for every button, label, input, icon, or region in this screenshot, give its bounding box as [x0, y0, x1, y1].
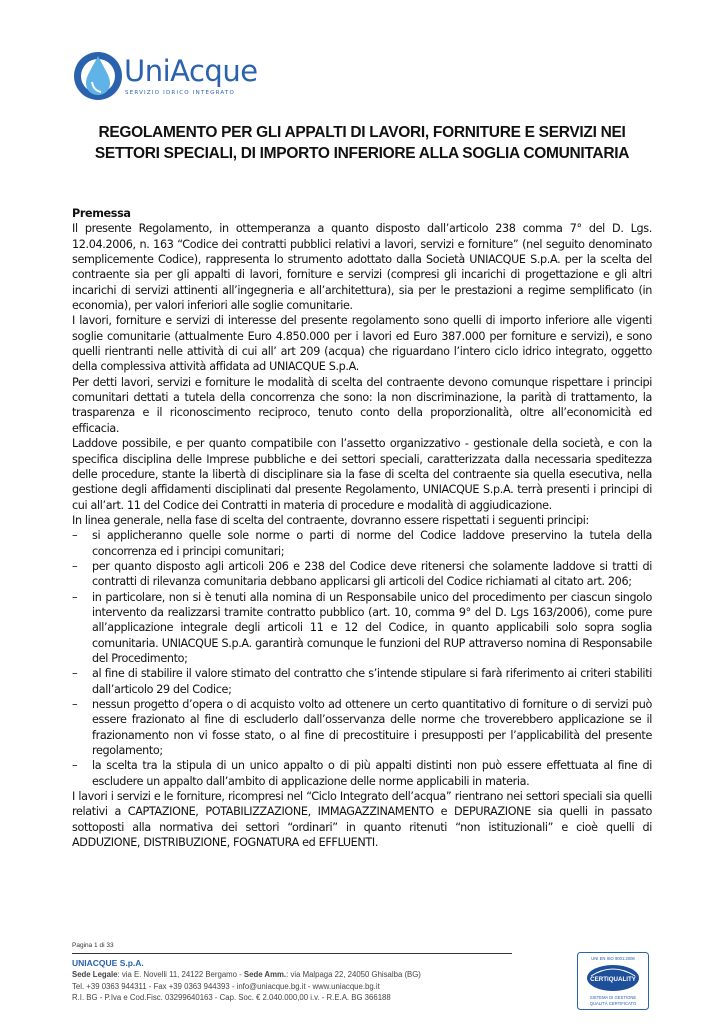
list-item [72, 758, 652, 789]
title-line-2: SETTORI SPECIALI, DI IMPORTO INFERIORE ALLA SOGLIA COMUNITARIA [94, 145, 630, 162]
list-item-text: la scelta tra la stipula di un unico appalto o di più appalti distinti non può essere effettuata al fine di escludere un appalto dall’ambito di applicazione delle norme applicabili in materia. [92, 759, 652, 788]
footer-company: UNIACQUE S.p.A. [72, 958, 144, 968]
footer-info [72, 958, 522, 1003]
seal-name: CERTIQUALITY [590, 976, 636, 983]
list-item-text: si applicheranno quelle sole norme o parti di norme del Codice laddove preservino la tutela della concorrenza ed i principi comunitari; [92, 529, 652, 558]
sede-amm-address: : via Malpaga 22, 24050 Ghisalba (BG) [286, 970, 421, 980]
logo-subtitle: SERVIZIO IDRICO INTEGRATO [125, 90, 236, 96]
closing-paragraph: I lavori i servizi e le forniture, ricompresi nel “Ciclo Integrato dell’acqua” rientrano nei settori speciali sia quelli relativi a CAPTAZIONE, POTABILIZZAZIONE, IMMAGAZZINAMENTO e DEPURAZIONE sia quelli in passato sottoposti alla normativa dei settori “ordinari” in quanto ritenuti “non istituzionali” e cioè quelli di ADDUZIONE, DISTRIBUZIONE, FOGNATURA ed EFFLUENTI. [72, 790, 652, 850]
list-item-text: in particolare, non si è tenuti alla nomina di un Responsabile unico del procedimento per ciascun singolo intervento da realizzarsi tramite contratto pubblico (art. 10, comma 9° del D. Lgs 163/2006), come pure all’applicazione integrale degli articoli 11 e 12 del Codice, in quanto applicabili solo sopra soglia comunitaria. UNIACQUE S.p.A. garantirà comunque le funzioni del RUP attraverso nomina di Responsabile del Procedimento; [92, 590, 652, 665]
footer-divider [72, 953, 512, 954]
footer-registry: R.I. BG - P.Iva e Cod.Fisc. 03299640163 - Cap. Soc. € 2.040.000,00 i.v. - R.E.A. BG 366188 [72, 992, 391, 1002]
title-line-1: REGOLAMENTO PER GLI APPALTI DI LAVORI, FORNITURE E SERVIZI NEI [98, 124, 626, 141]
document-title [72, 122, 652, 164]
logo-text: UniAcque [124, 54, 258, 88]
paragraph-1: Il presente Regolamento, in ottemperanza a quanto disposto dall’articolo 238 comma 7° del D. Lgs. 12.04.2006, n. 163 “Codice dei contratti pubblici relativi a lavori, servizi e forniture” (nel seguito denominato semplicemente Codice), rappresenta lo strumento adottato dalla Società UNIACQUE S.p.A. per la scelta del contraente sia per gli appalti di lavori, forniture e servizi (compresi gli incarichi di progettazione e gli altri incarichi di servizi attinenti all’ingegneria e all’architettura), sia per le prestazioni a regime semplificato (in economia), per valori inferiori alle soglie comunitarie. [72, 222, 652, 313]
dash-bullet: – [72, 529, 78, 543]
dash-bullet: – [72, 590, 78, 604]
section-heading: Premessa [72, 207, 131, 220]
footer-addresses [72, 969, 522, 980]
sede-amm-label: Sede Amm. [243, 970, 287, 980]
dash-bullet: – [72, 698, 78, 711]
list-item-text: nessun progetto d’opera o di acquisto volto ad ottenere un certo quantitativo di forniture o di servizi può essere frazionato al fine di escluderlo dall’osservanza delle norme che troverebbero applicazione se il frazionamento non vi fosse stato, o al fine di precostituire i presupposti per l’applicabilità del presente regolamento; [92, 698, 652, 758]
seal-caption-1: SISTEMA DI GESTIONE [589, 995, 637, 1000]
paragraph-2: I lavori, forniture e servizi di interesse del presente regolamento sono quelli di importo inferiore alle vigenti soglie comunitarie (attualmente Euro 4.850.000 per i lavori ed Euro 387.000 per forniture e servizi), e sono quelli rientranti nelle attività di cui all’ art 209 (acqua) che riguardano l’intero ciclo idrico integrato, oggetto della complessiva attività affidata ad UNIACQUE S.p.A. [72, 314, 652, 374]
seal-standard: UNI EN ISO 9001:2008 [591, 956, 635, 961]
list-item-text: al fine di stabilire il valore stimato del contratto che s’intende stipulare si farà riferimento ai criteri stabiliti dall’articolo 29 del Codice; [92, 667, 652, 696]
paragraph-3: Per detti lavori, servizi e forniture le modalità di scelta del contraente devono comunque rispettare i principi comunitari dettati a tutela della concorrenza che sono: la non discriminazione, la parità di trattamento, la trasparenza e il riconoscimento reciproco, tenuto conto della proporzionalità, oltre all’economicità ed efficacia. [72, 375, 652, 435]
sede-legale-label: Sede Legale [72, 970, 118, 980]
certification-seal-icon [577, 952, 649, 1010]
water-drop-logo-icon [72, 46, 128, 106]
paragraph-4: Laddove possibile, e per quanto compatibile con l’assetto organizzativo - gestionale della società, e con la specifica disciplina delle Imprese pubbliche e dei settori speciali, caratterizzata dalla necessaria speditezza delle procedure, stante la libertà di disciplinare sia la fase di scelta del contraente sia quella esecutiva, nella gestione degli affidamenti disciplinati dal presente Regolamento, UNIACQUE S.p.A. terrà presenti i principi di cui all’art. 11 del Codice dei Contratti in materia di procedure e modalità di aggiudicazione. [72, 437, 652, 512]
sede-legale-address: : via E. Novelli 11, 24122 Bergamo - [117, 970, 244, 980]
dash-bullet: – [72, 667, 78, 681]
list-item-text: per quanto disposto agli articoli 206 e 238 del Codice deve ritenersi che solamente laddove si tratti di contratti di rilevanza comunitaria debbano applicarsi gli articoli del Codice richiamati al citato art. 206; [92, 559, 652, 589]
dash-bullet: – [72, 559, 78, 573]
dash-bullet: – [72, 759, 78, 773]
page-number: Pagina 1 di 33 [72, 942, 114, 949]
list-item [72, 590, 652, 667]
list-item [72, 528, 652, 559]
footer-contacts: Tel. +39 0363 944311 - Fax +39 0363 944393 - info@uniacque.bg.it - www.uniacque.bg.it [72, 981, 380, 991]
list-item [72, 666, 652, 697]
paragraph-5: In linea generale, nella fase di scelta del contraente, dovranno essere rispettati i seguenti principi: [72, 513, 589, 527]
seal-caption-2: QUALITÀ CERTIFICATO [589, 1001, 637, 1006]
list-item [72, 697, 652, 758]
document-body [72, 206, 652, 850]
principles-list [72, 528, 652, 789]
list-item [72, 559, 652, 590]
